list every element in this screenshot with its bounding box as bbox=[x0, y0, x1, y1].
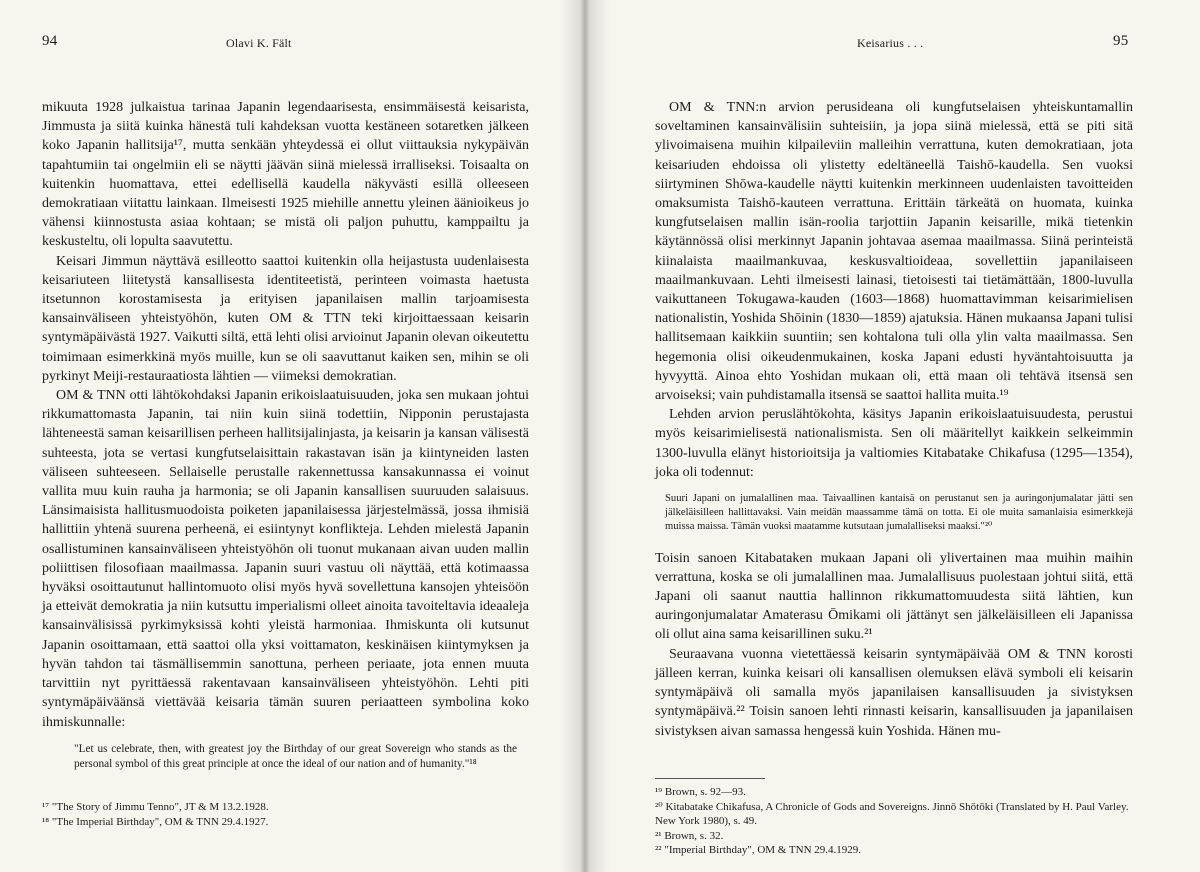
footnote: ²⁰ Kitabatake Chikafusa, A Chronicle of Gods and Sovereigns. Jinnō Shōtōki (Translated by H. Paul Varley. New York 1980), s. 49. bbox=[655, 800, 1129, 827]
running-head: Keisarius . . . bbox=[857, 36, 924, 50]
footnotes bbox=[42, 800, 522, 829]
paragraph: Toisin sanoen Kitabataken mukaan Japani oli ylivertainen maa muihin maihin verrattuna, koska se oli jumalallinen maa. Jumalallisuus puolestaan johtui siitä, että Japani oli saanut nauttia hallinnon rikkumattomuudesta siitä lähtien, kun auringonjumalatar Amaterasu Ōmikami oli jättänyt sen jälkeläisilleen eli Japanissa oli ollut aina sama keisarillinen suku.²¹ bbox=[655, 550, 1133, 643]
right-page bbox=[585, 0, 1200, 872]
block-quote: "Let us celebrate, then, with greatest joy the Birthday of our great Sovereign who stands as the personal symbol of this great principle at once the ideal of our nation and of humanity."¹⁸ bbox=[74, 742, 517, 771]
left-page bbox=[0, 0, 585, 872]
block-quote: Suuri Japani on jumalallinen maa. Taivaallinen kantaisä on perustanut sen ja auringonjumalatar jätti sen jälkeläisilleen hallittavaksi. Vain meidän maassamme tämä on totta. Ei ole muita samanlaisia esimerkkejä muissa maissa. Tämän vuoksi maatamme kutsutaan jumalalliseksi maaksi."²⁰ bbox=[665, 493, 1133, 533]
paragraph: OM & TNN otti lähtökohdaksi Japanin erikoislaatuisuuden, joka sen mukaan johtui rikkumattomasta Japanin, tai niin kuin siinä todettiin, Nipponin perustajasta lähteneestä saman keisarillisen perheen hallitsijalinjasta, ja keisarin ja kansan välisestä suhteesta, jota se vertasi kungfutselaisittain rakastavan isän ja kiintyneiden lasten väliseen suhteeseen. Sellaiselle perustalle rakennettussa kansakunnassa ei voinut vallita muu kuin rauha ja harmonia; se oli Japanin kansallisen suuruuden salaisuus. Länsimaisista hallitusmuodoista poiketen japanilaisessa järjestelmässä, jossa ihmisiä hallittiin yhtenä suurena perheenä, ei esiintynyt konflikteja. Lehden mielestä Japanin osallistuminen kansainväliseen yhteistyöhön oli tuonut mukanaan aivan uuden mallin poliittisen filosofiaan maailmassa. Japanin suuri vastuu oli näyttää, että kotimaassa hyväksi osoittautunut hallintomuoto olisi myös hyvä sovellettuna kansojen yhteisöön ja etteivät demokratia ja niin kutsuttu imperialismi olleet ainoita tavoiteltavia ideaaleja kansainvälisissä pyrkimyksissä kohti yleistä harmoniaa. Ihmiskunta oli kutsunut Japanin osoittamaan, että saattoi olla yksi voittamaton, keskinäisen kiintymyksen ja hyvän tahdon tai täsmällisemmin sanottuna, perheen periaate, jota ennen muuta tarvittiin nyt pyrittäessä rakentavaan kansainväliseen yhteistyöhön. Lehti piti syntymäpäiväänsä viettävää keisaria tämän suuren periaatteen symbolina koko ihmiskunnalle: bbox=[42, 388, 529, 730]
page-number: 94 bbox=[42, 33, 58, 49]
running-head: Olavi K. Fält bbox=[226, 36, 292, 50]
body-text bbox=[655, 98, 1133, 741]
footnote: ²¹ Brown, s. 32. bbox=[655, 829, 724, 842]
book-gutter bbox=[560, 0, 610, 872]
footnote: ¹⁸ "The Imperial Birthday", OM & TNN 29.4.1927. bbox=[42, 815, 269, 828]
page-number: 95 bbox=[1113, 33, 1129, 49]
paragraph: Seuraavana vuonna vietettäessä keisarin syntymäpäivää OM & TNN korosti jälleen kerran, kuinka keisari oli kansallisen olemuksen elävä symboli eli keisarin syntymäpäivä oli samalla myös japanilaisen kansallisuuden ja sivistyksen syntymäpäivä.²² Toisin sanoen lehti rinnasti keisarin, kansallisuuden ja japanilaisen sivistyksen aivan samassa hengessä kuin Yoshida. Hänen mu- bbox=[655, 646, 1133, 739]
footnote: ²² "Imperial Birthday", OM & TNN 29.4.1929. bbox=[655, 844, 862, 856]
footnote-rule bbox=[655, 778, 765, 779]
footnote: ¹⁹ Brown, s. 92—93. bbox=[655, 786, 746, 798]
paragraph: Keisari Jimmun näyttävä esilleotto saattoi kuitenkin olla heijastusta uudenlaisesta keisariuteen liitetystä kansallisesta identiteetistä, perinteen voimasta haetusta itsetunnon korostamisesta ja erityisen japanilaisen mallin tarjoamisesta kansainväliseen yhteistyöhön, kuten OM & TTN teki kirjoittaessaan keisarin syntymäpäivästä 1927. Vaikutti siltä, että lehti olisi arvioinut Japanin olevan oikeutettu toimimaan esimerkkinä myös muille, kun se oli saavuttanut kaiken sen, mihin se oli pyrkinyt Meiji-restauraatiosta lähtien — viimeksi demokratian. bbox=[42, 253, 529, 384]
footnotes bbox=[655, 778, 1133, 858]
body-text bbox=[42, 98, 529, 785]
paragraph: OM & TNN:n arvion perusideana oli kungfutselaisen yhteiskuntamallin soveltaminen kansainvälisiin suhteisiin, ja jopa siinä mielessä, että se piti sitä ylivoimaisena muihin kilpaileviin malleihin verrattuna, kuten demokratiaan, jota keisariuden ehdoissa oli ylistetty edeltäneellä Taishō-kaudella. Sen vuoksi siirtyminen Shōwa-kaudelle näytti kuitenkin merkinneen uudenlaisten tavoitteiden omaksumista Taishō-kauteen verrattuna. Erittäin tärkeätä on huomata, kuinka kungfutselaisen mallin isän-roolia tarjottiin Japanin keisarille, mikä tietenkin käytännössä olisi merkinnyt Japanin johtavaa asemaa maailmassa. Siinä perinteistä kiinalaista maailmankuvaa, keskusvaltioideaa, sovellettiin japanilaiseen maailmankuvaan. Lehti ilmeisesti lainasi, tietoisesti tai tietämättään, 1800-luvulla vaikuttaneen Tokugawa-kauden (1603—1868) huomattavimman keisarimielisen nationalistin, Yoshida Shōinin (1830—1859) ajatuksia. Hänen mukaansa Japani tulisi hallitsemaan kaikkiin suuntiin; sen kohtalona tuli olla ylin valta maailmassa. Sen hegemonia olisi oikeudenmukainen, koska Japani edusti hyväntahtoisuutta ja hyvyyttä. Ainoa ehto Yoshidan mukaan oli, että maan oli tehtävä itsensä sen arvoiseksi; vain puhdistamalla itsensä se saattoi hallita muita.¹⁹ bbox=[655, 100, 1133, 404]
paragraph: mikuuta 1928 julkaistua tarinaa Japanin legendaarisesta, ensimmäisestä keisarista, Jimmusta ja siitä kuinka hänestä tuli kahdeksan vuotta kestäneen sotaretken jälkeen koko Japanin hallitsija¹⁷, mutta senkään yhteydessä ei ollut viittauksia nykypäivän tapahtumiin tai ongelmiin eli se näytti jäävän siinä mielessä irralliseksi. Toisaalta on kuitenkin huomattava, ettei edellisellä kaudella näkyvästi esillä olleeseen demokratiaan viitattu lainkaan. Ilmeisesti 1925 miehille annettu yleinen äänioikeus jo vähensi kiinnostusta asiaa kohtaan; se mistä oli paljon puhuttu, kamppailtu ja keskusteltu, oli lopulta saavutettu. bbox=[42, 100, 529, 250]
paragraph: Lehden arvion peruslähtökohta, käsitys Japanin erikoislaatuisuudesta, perustui myös keisarimielisestä nationalismista. Sen oli määritellyt kaikkein selkeimmin 1300-luvulla elänyt historioitsija ja valtiomies Kitabatake Chikafusa (1295—1354), joka oli todennut: bbox=[655, 407, 1133, 480]
footnote: ¹⁷ "The Story of Jimmu Tenno", JT & M 13.2.1928. bbox=[42, 801, 269, 813]
